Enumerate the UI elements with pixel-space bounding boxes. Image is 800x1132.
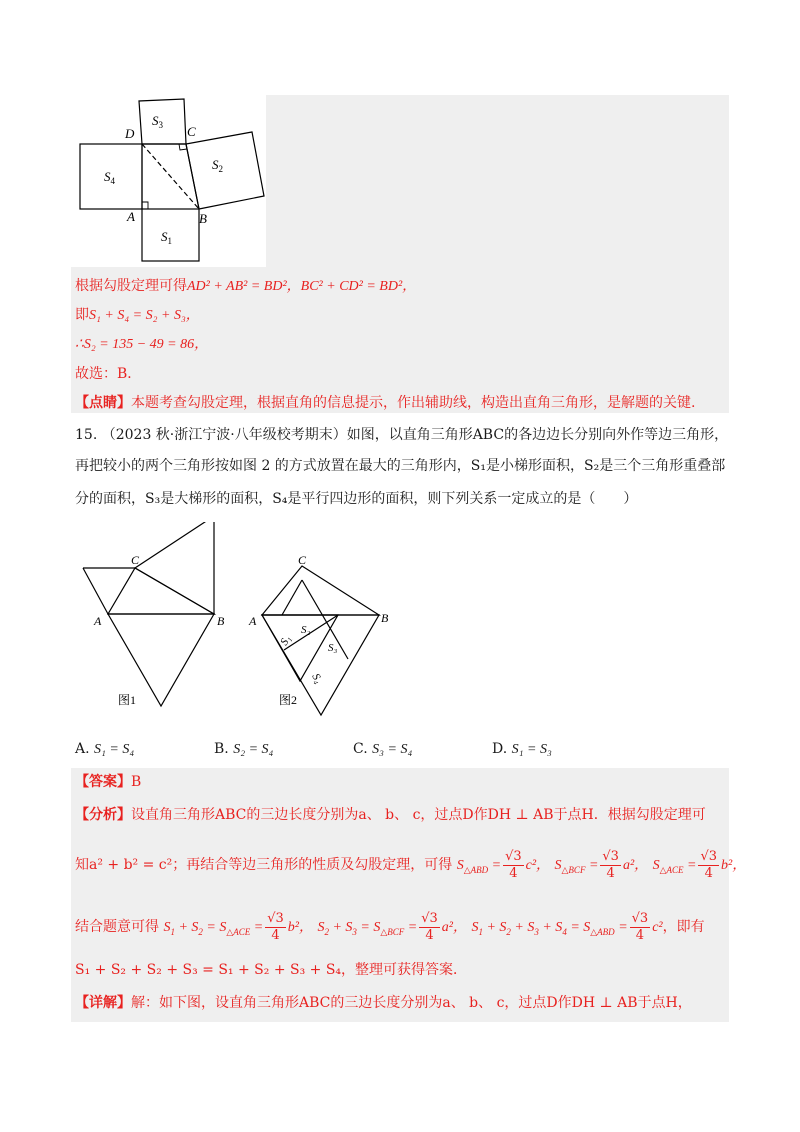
analysis-line1: 【分析】设直角三角形ABC的三边长度分别为a、 b、 c，过点D作DH ⊥ AB于点H．根据勾股定理可 [75, 807, 706, 823]
detail-line: 【详解】解：如下图，设直角三角形ABC的三边长度分别为a、 b、 c，过点D作DH ⊥ AB于点H， [75, 995, 692, 1011]
analysis-line2: 知a² + b² = c²；再结合等边三角形的性质及勾股定理，可得 $S_{\triangle ABD}$ = $\frac{√3}{4}$ c²， $S_{\triangle BCF}$ = $\frac{√3}{4}$ a²， $S_{\triangle ACE}$ = $\frac{√3}{4}$ b²， [75, 848, 747, 881]
fig2-point-b: B [381, 611, 389, 625]
fig2-inner-triangle-1 [262, 615, 338, 681]
square-s2 [186, 132, 264, 209]
figure-squares-panel [71, 95, 266, 267]
sol14-line3: ∴S₂ = 135 − 49 = 86， [75, 337, 209, 352]
analysis-line4: S₁ + S₂ + S₂ + S₃ = S₁ + S₂ + S₃ + S₄，整理可获得答案． [75, 962, 468, 978]
q15-line2: 再把较小的两个三角形按如图 2 的方式放置在最大的三角形内，S₁是小梯形面积，S₂是三个三角形重叠部 [75, 458, 726, 474]
fig2-region-s1: S₁ [278, 633, 294, 648]
q15-line1: 15. （2023 秋·浙江宁波·八年级校考期末）如图，以直角三角形ABC的各边边长分别向外作等边三角形， [75, 427, 729, 443]
option-c: C. S₃ = S₄ [353, 741, 413, 757]
option-d: D. S₁ = S₃ [492, 741, 552, 757]
diagonal-bd [142, 144, 199, 209]
fig1-triangle-bc [135, 522, 214, 614]
q15-number: 15. [75, 427, 98, 443]
figure-triangles [72, 522, 412, 722]
fig2-region-s3: S₃ [328, 642, 338, 654]
option-b: B. S₂ = S₄ [214, 741, 274, 757]
sol14-line2: 即S₁ + S₄ = S₂ + S₃， [75, 307, 200, 323]
label-s3: $S_3$ [152, 113, 163, 130]
fig2-triangle-abc [262, 566, 379, 615]
sol14-comment: 【点睛】本题考查勾股定理，根据直角的信息提示，作出辅助线，构造出直角三角形，是解题的关键. [75, 395, 696, 411]
sol14-line1: 根据勾股定理可得AD² + AB² = BD²，BC² + CD² = BD²， [75, 278, 417, 294]
square-s1 [142, 209, 199, 261]
fig2-region-s2: S₂ [301, 624, 311, 636]
fig2-point-a: A [249, 614, 257, 628]
figure-squares [71, 95, 266, 267]
fig1-caption: 图1 [118, 693, 137, 707]
fig1-point-b: B [217, 614, 225, 628]
option-a: A. S₁ = S₄ [75, 741, 135, 757]
point-a: A [127, 209, 135, 224]
fig2-point-c: C [298, 553, 307, 567]
fig2-caption: 图2 [279, 693, 298, 707]
point-b: B [199, 211, 207, 226]
fig1-triangle-ac [108, 568, 214, 614]
fig2-region-s4: S₄ [309, 671, 325, 686]
fig1-point-a: A [94, 614, 102, 628]
fig1-point-c: C [131, 553, 140, 567]
label-s4: $S_4$ [104, 169, 115, 186]
point-d: D [125, 126, 135, 141]
q15-line3: 分的面积，S₃是大梯形的面积，S₄是平行四边形的面积，则下列关系一定成立的是（ ） [75, 491, 638, 507]
point-c: C [187, 124, 196, 139]
analysis-line3: 结合题意可得 $S_1 + S_2 = S_{\triangle ACE}$ = $\frac{√3}{4}$ b²， $S_2 + S_3 = S_{\triangle BCF}$ = $\frac{√3}{4}$ a²， $S_1 + S_2 + S_3 + S_4 = S_{\triangle ABD}$ = $\frac{√3}{4}$ c²，即有 [75, 910, 705, 943]
answer-line: 【答案】B [75, 774, 142, 790]
label-s2: $S_2$ [212, 157, 223, 174]
sol14-line4: 故选：B． [75, 366, 142, 382]
label-s1: $S_1$ [161, 229, 172, 246]
